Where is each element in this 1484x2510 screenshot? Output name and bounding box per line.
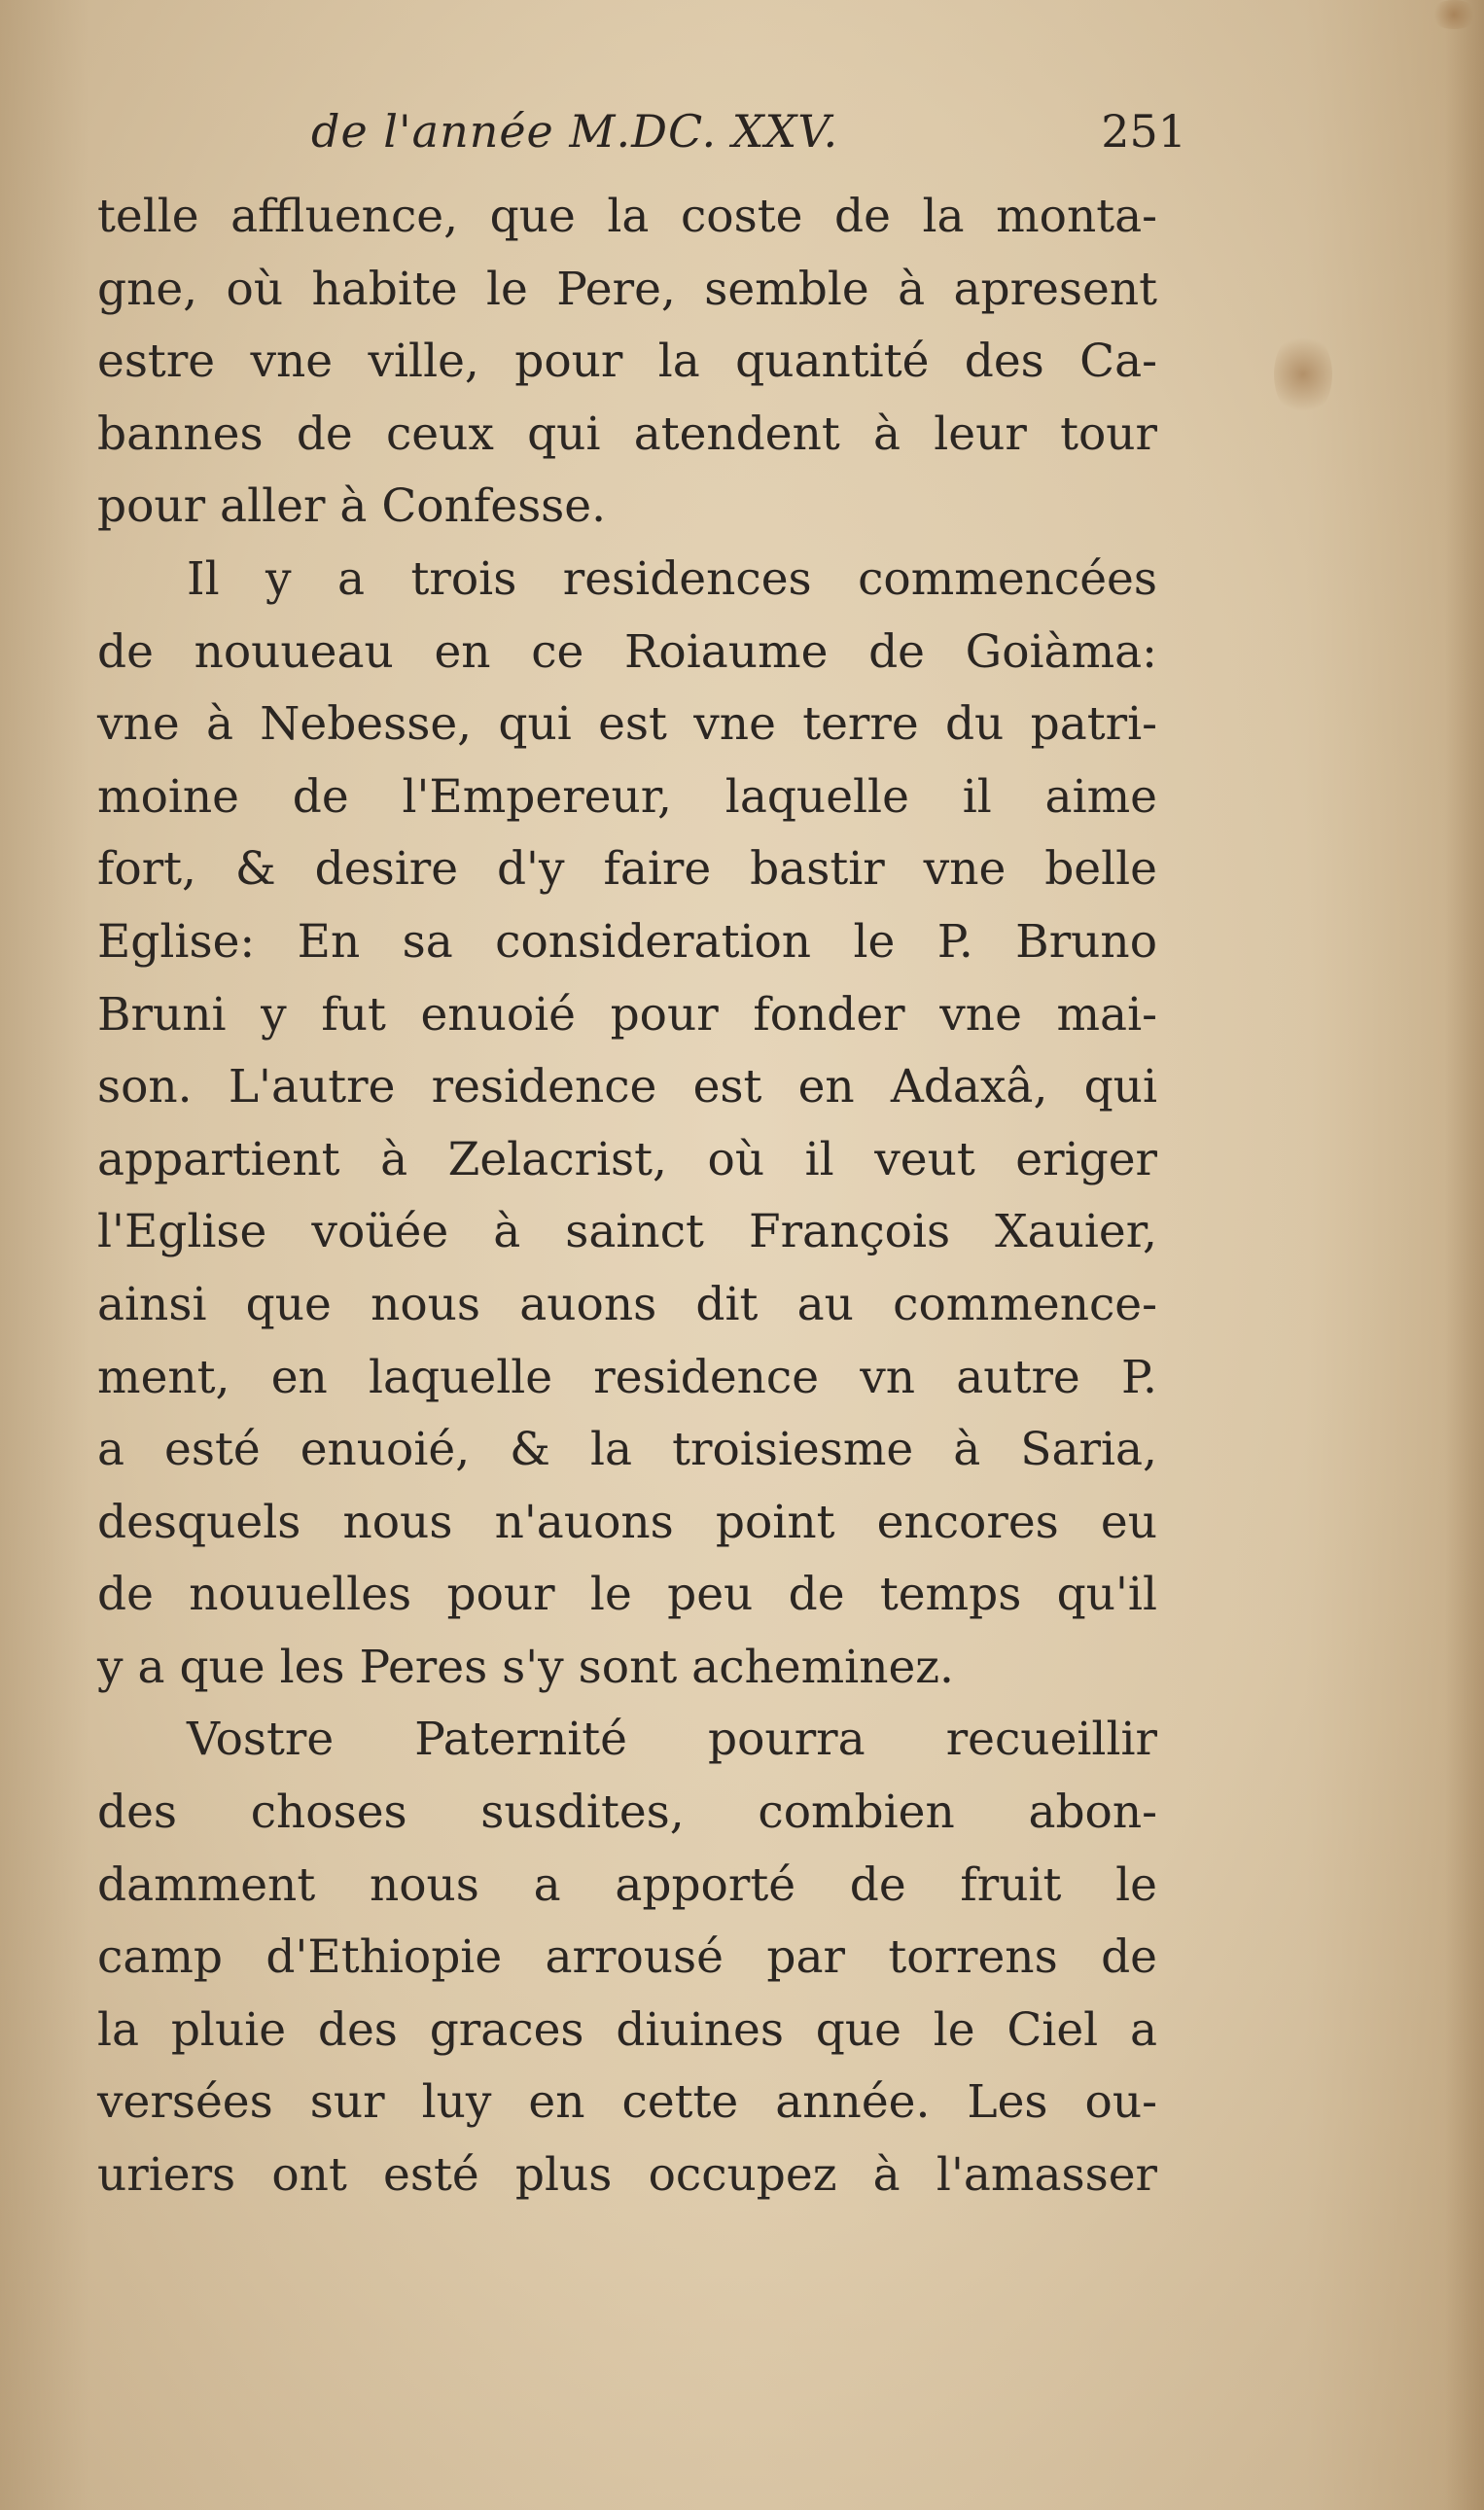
text-line: pour aller à Confesse. bbox=[97, 479, 607, 534]
text-line: appartient à Zelacrist, où il veut eriger bbox=[97, 1132, 1157, 1186]
running-head-title: de l'année M.DC. XXV. bbox=[311, 105, 839, 158]
paper-stain bbox=[1430, 0, 1478, 29]
text-line: son. L'autre residence est en Adaxâ, qui bbox=[97, 1060, 1157, 1114]
text-line: damment nous a apporté de fruit le bbox=[97, 1857, 1157, 1912]
text-line: y a que les Peres s'y sont acheminez. bbox=[97, 1640, 954, 1694]
text-line: bannes de ceux qui atendent à leur tour bbox=[97, 407, 1157, 461]
page-number: 251 bbox=[1101, 105, 1186, 158]
text-line: des choses susdites, combien abon- bbox=[97, 1785, 1157, 1840]
text-line: ainsi que nous auons dit au commence- bbox=[97, 1277, 1157, 1331]
text-line: telle affluence, que la coste de la monta- bbox=[97, 190, 1157, 243]
body-text bbox=[97, 181, 1157, 2212]
text-line: a esté enuoié, & la troisiesme à Saria, bbox=[97, 1423, 1157, 1477]
text-line: ment, en laquelle residence vn autre P. bbox=[97, 1350, 1157, 1404]
text-line: l'Eglise voüée à sainct François Xauier, bbox=[97, 1205, 1157, 1259]
text-line: moine de l'Empereur, laquelle il aime bbox=[97, 769, 1157, 824]
text-line: camp d'Ethiopie arrousé par torrens de bbox=[97, 1930, 1157, 1985]
running-head bbox=[311, 105, 1186, 167]
text-line: la pluie des graces diuines que le Ciel a bbox=[97, 2002, 1157, 2057]
text-line: de nouuelles pour le peu de temps qu'il bbox=[97, 1568, 1157, 1622]
text-line: uriers ont esté plus occupez à l'amasser bbox=[97, 2148, 1157, 2203]
text-line: Il y a trois residences commencées bbox=[187, 551, 1157, 606]
text-line: Vostre Paternité pourra recueillir bbox=[187, 1713, 1157, 1767]
text-line: estre vne ville, pour la quantité des Ca- bbox=[97, 335, 1157, 389]
text-line: Bruni y fut enuoié pour fonder vne mai- bbox=[97, 987, 1157, 1042]
text-line: vne à Nebesse, qui est vne terre du patri- bbox=[97, 697, 1157, 752]
text-line: Eglise: En sa consideration le P. Bruno bbox=[97, 914, 1157, 969]
text-line: de nouueau en ce Roiaume de Goiàma: bbox=[97, 624, 1157, 679]
text-line: fort, & desire d'y faire bastir vne belle bbox=[97, 842, 1157, 897]
paper-stain bbox=[1274, 331, 1332, 418]
text-line: versées sur luy en cette année. Les ou- bbox=[97, 2075, 1157, 2130]
text-line: gne, où habite le Pere, semble à apresent bbox=[97, 262, 1157, 316]
page-edge-shadow bbox=[1445, 0, 1484, 2510]
text-line: desquels nous n'auons point encores eu bbox=[97, 1495, 1157, 1549]
